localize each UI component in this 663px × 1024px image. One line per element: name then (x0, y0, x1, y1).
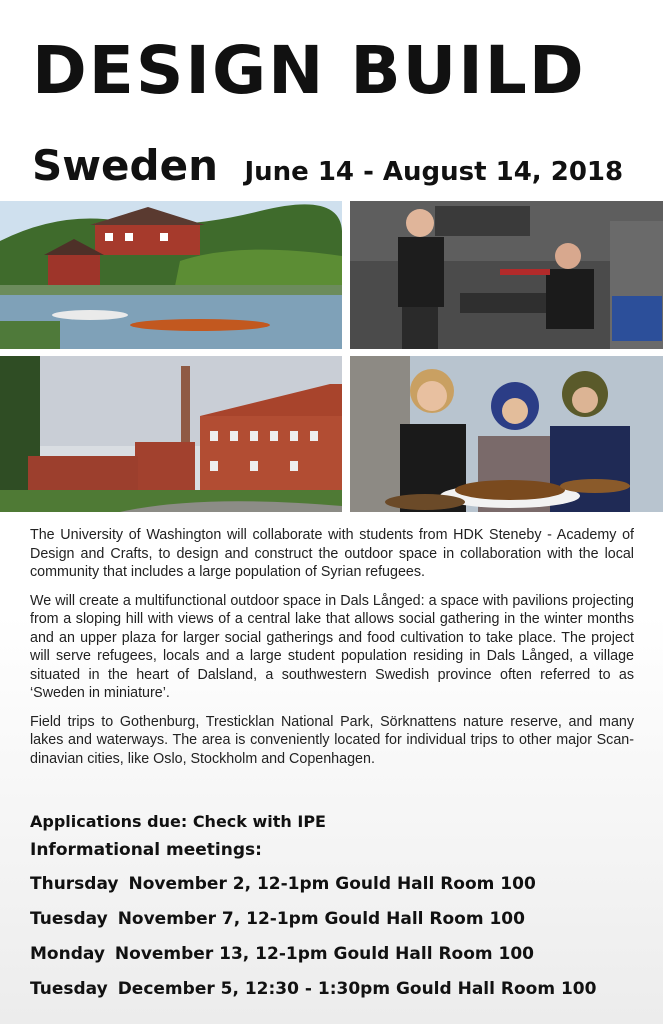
applications-due: Applications due: Check with IPE (30, 812, 326, 831)
field-trips-paragraph: Field trips to Gothenburg, Tresticklan National Park, Sörknattens nature reserve, and many lakes and waterways. The area is conveniently located for individual trips to other major Scan-dinavian cities, like Oslo, Stockholm and Copenhagen. (30, 713, 634, 767)
poster-title: DESIGN BUILD (32, 32, 586, 109)
meeting-day: Monday (30, 944, 105, 964)
meeting-detail: December 5, 12:30 - 1:30pm Gould Hall Room 100 (117, 979, 597, 999)
country-label: Sweden (32, 141, 218, 190)
project-paragraph: We will create a multifunctional outdoor space in Dals Långed: a space with pavilions projecting from a sloping hill with views of a central lake that allows social gathering in the winter months and an upper plaza for larger social gatherings and food cultivation to take place. The project will serve refugees, locals and a large student population residing in Dals Långed, a village situated in the heart of Dalsland, a southwestern Swedish province often referred to as ‘Sweden in miniature’. (30, 592, 634, 701)
meetings-heading: Informational meetings: (30, 840, 262, 860)
meeting-detail: November 13, 12-1pm Gould Hall Room 100 (114, 944, 535, 964)
meeting-item (30, 874, 650, 909)
description (30, 526, 634, 778)
brick-factory-photo (0, 356, 342, 512)
meeting-detail: November 7, 12-1pm Gould Hall Room 100 (117, 909, 525, 929)
meeting-item (30, 909, 650, 944)
lake-village-photo (0, 201, 342, 349)
community-cooks-photo (350, 356, 663, 512)
workshop-photo (350, 201, 663, 349)
meeting-day: Tuesday (30, 979, 108, 999)
meeting-item (30, 944, 650, 979)
meeting-day: Thursday (30, 874, 119, 894)
meeting-day: Tuesday (30, 909, 108, 929)
subtitle-row (32, 141, 623, 190)
meeting-detail: November 2, 12-1pm Gould Hall Room 100 (128, 874, 536, 894)
meeting-item (30, 979, 650, 1014)
info-section (30, 812, 650, 1014)
program-dates: June 14 - August 14, 2018 (244, 157, 624, 187)
intro-paragraph: The University of Washington will collaborate with students from HDK Steneby - Academy of Design and Crafts, to design and construct the outdoor space in collaboration with the local community that includes a large population of Syrian refugees. (30, 527, 634, 580)
